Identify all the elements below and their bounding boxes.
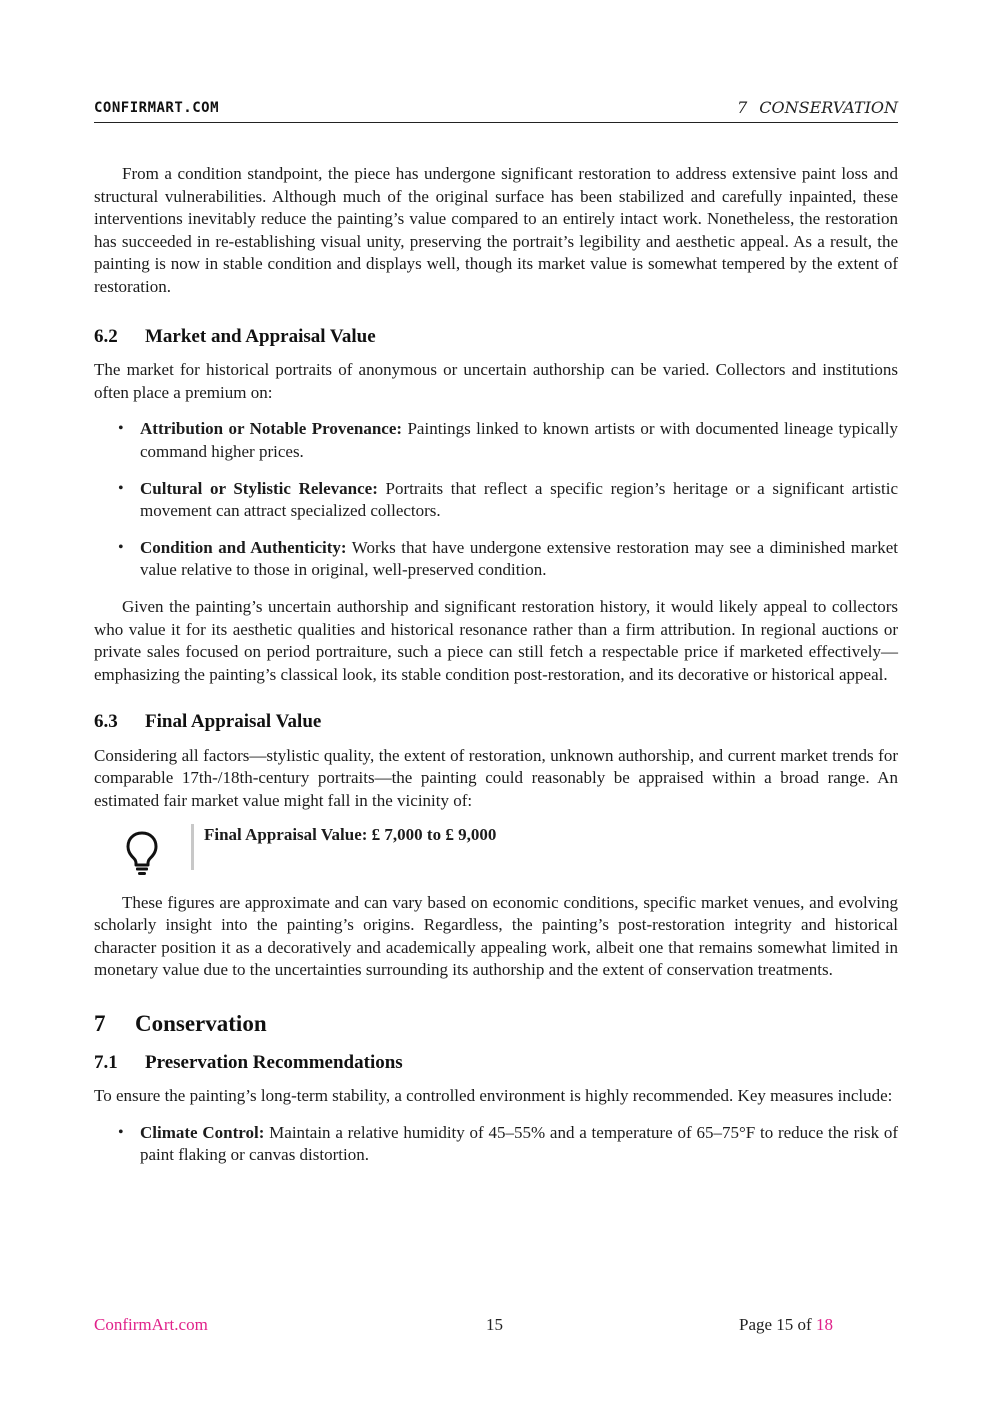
page-header [94, 98, 898, 123]
section-title: Conservation [135, 1011, 267, 1037]
list-item-term: Climate Control: [140, 1122, 265, 1142]
site-logo: CONFIRMART.COM [94, 100, 220, 116]
section-number: 6.3 [94, 711, 118, 733]
running-head-number: 7 [737, 98, 748, 117]
footer-page-label: Page 15 of [739, 1315, 812, 1334]
list-item-term: Attribution or Notable Provenance: [140, 419, 403, 439]
section-title: Preservation Recommendations [145, 1051, 403, 1073]
section-heading-6-3 [94, 711, 898, 734]
final-appraisal-value: Final Appraisal Value: £ 7,000 to £ 9,000 [204, 824, 497, 844]
paragraph-6-3-lead: Considering all factors—stylistic quality, the extent of restoration, unknown authorship, and current market trends for comparable 17th-/18th-century portraits—the painting could reasonably be appraised within a broad range. An estimated fair market value might fall in the vicinity of: [94, 745, 898, 811]
paragraph-6-3-closing: These figures are approximate and can vary based on economic conditions, specific market venues, and evolving scholarly insight into the painting’s origins. Regardless, the painting’s post-restoration integrity and historical character position it as a decoratively and academically appealing work, albeit one that remains somewhat limited in monetary value due to the uncertainties surrounding its authorship and the extent of conservation treatments. [94, 892, 898, 980]
list-item [94, 418, 898, 463]
paragraph-7-1-lead: To ensure the painting’s long-term stability, a controlled environment is highly recommended. Key measures include: [94, 1086, 893, 1106]
list-item [94, 537, 898, 582]
list-item [94, 1122, 898, 1167]
paragraph-6-2-lead: The market for historical portraits of anonymous or uncertain authorship can be varied. Collectors and institutions often place a premium on: [94, 360, 898, 402]
section-title: Final Appraisal Value [145, 711, 322, 733]
footer-page-number: 15 [486, 1315, 503, 1334]
list-item-text: Maintain a relative humidity of 45–55% and a temperature of 65–75°F to reduce the risk of paint flaking or canvas distortion. [140, 1122, 899, 1165]
list-item-text: Portraits that reflect a specific region’s heritage or a significant artistic movement can attract specialized collectors. [140, 478, 899, 521]
section-number: 7.1 [94, 1051, 118, 1073]
section-heading-7-1 [94, 1052, 898, 1075]
paragraph-6-2-closing: Given the painting’s uncertain authorship and significant restoration history, it would likely appeal to collectors who value it for its aesthetic qualities and historical resonance rather than a firm attribution. In regional auctions or private sales focused on period portraiture, such a piece can still fetch a respectable price if marketed effectively—emphasizing the painting’s classical look, its stable condition post-restoration, and its decorative or historical appeal. [94, 596, 898, 684]
footer-page-total-link[interactable]: 18 [815, 1315, 833, 1334]
running-head [737, 98, 898, 117]
list-item-text: Works that have undergone extensive restoration may see a diminished market value relative to those in original, well-preserved condition. [140, 537, 898, 580]
list-item-term: Condition and Authenticity: [140, 537, 347, 557]
section-heading-7 [94, 1013, 898, 1036]
callout-rule [191, 824, 194, 870]
footer-site-link[interactable]: ConfirmArt.com [94, 1315, 208, 1334]
appraisal-callout [94, 824, 898, 878]
footer-page-of [739, 1315, 833, 1335]
list-item-term: Cultural or Stylistic Relevance: [140, 478, 378, 498]
section-heading-6-2 [94, 326, 898, 349]
list-item-text: Paintings linked to known artists or with documented lineage typically command higher prices. [140, 419, 898, 461]
list-item [94, 478, 898, 523]
bullet-list-7-1 [94, 1122, 898, 1167]
page-content [94, 163, 898, 1181]
section-title: Market and Appraisal Value [145, 325, 376, 347]
lightbulb-icon [124, 830, 160, 876]
section-number: 6.2 [94, 325, 118, 347]
intro-paragraph: From a condition standpoint, the piece has undergone significant restoration to address extensive paint loss and structural vulnerabilities. Although much of the original surface has been stabilized and carefully inpainted, these interventions inevitably reduce the painting’s value compared to an entirely intact work. Nonetheless, the restoration has succeeded in re-establishing visual unity, preserving the portrait’s legibility and aesthetic appeal. As a result, the painting is now in stable condition and displays well, though its market value is somewhat tempered by the extent of restoration. [94, 164, 898, 296]
document-page [94, 0, 898, 1404]
bullet-list-6-2 [94, 418, 898, 582]
section-number: 7 [94, 1011, 106, 1037]
running-head-title: CONSERVATION [759, 98, 898, 117]
